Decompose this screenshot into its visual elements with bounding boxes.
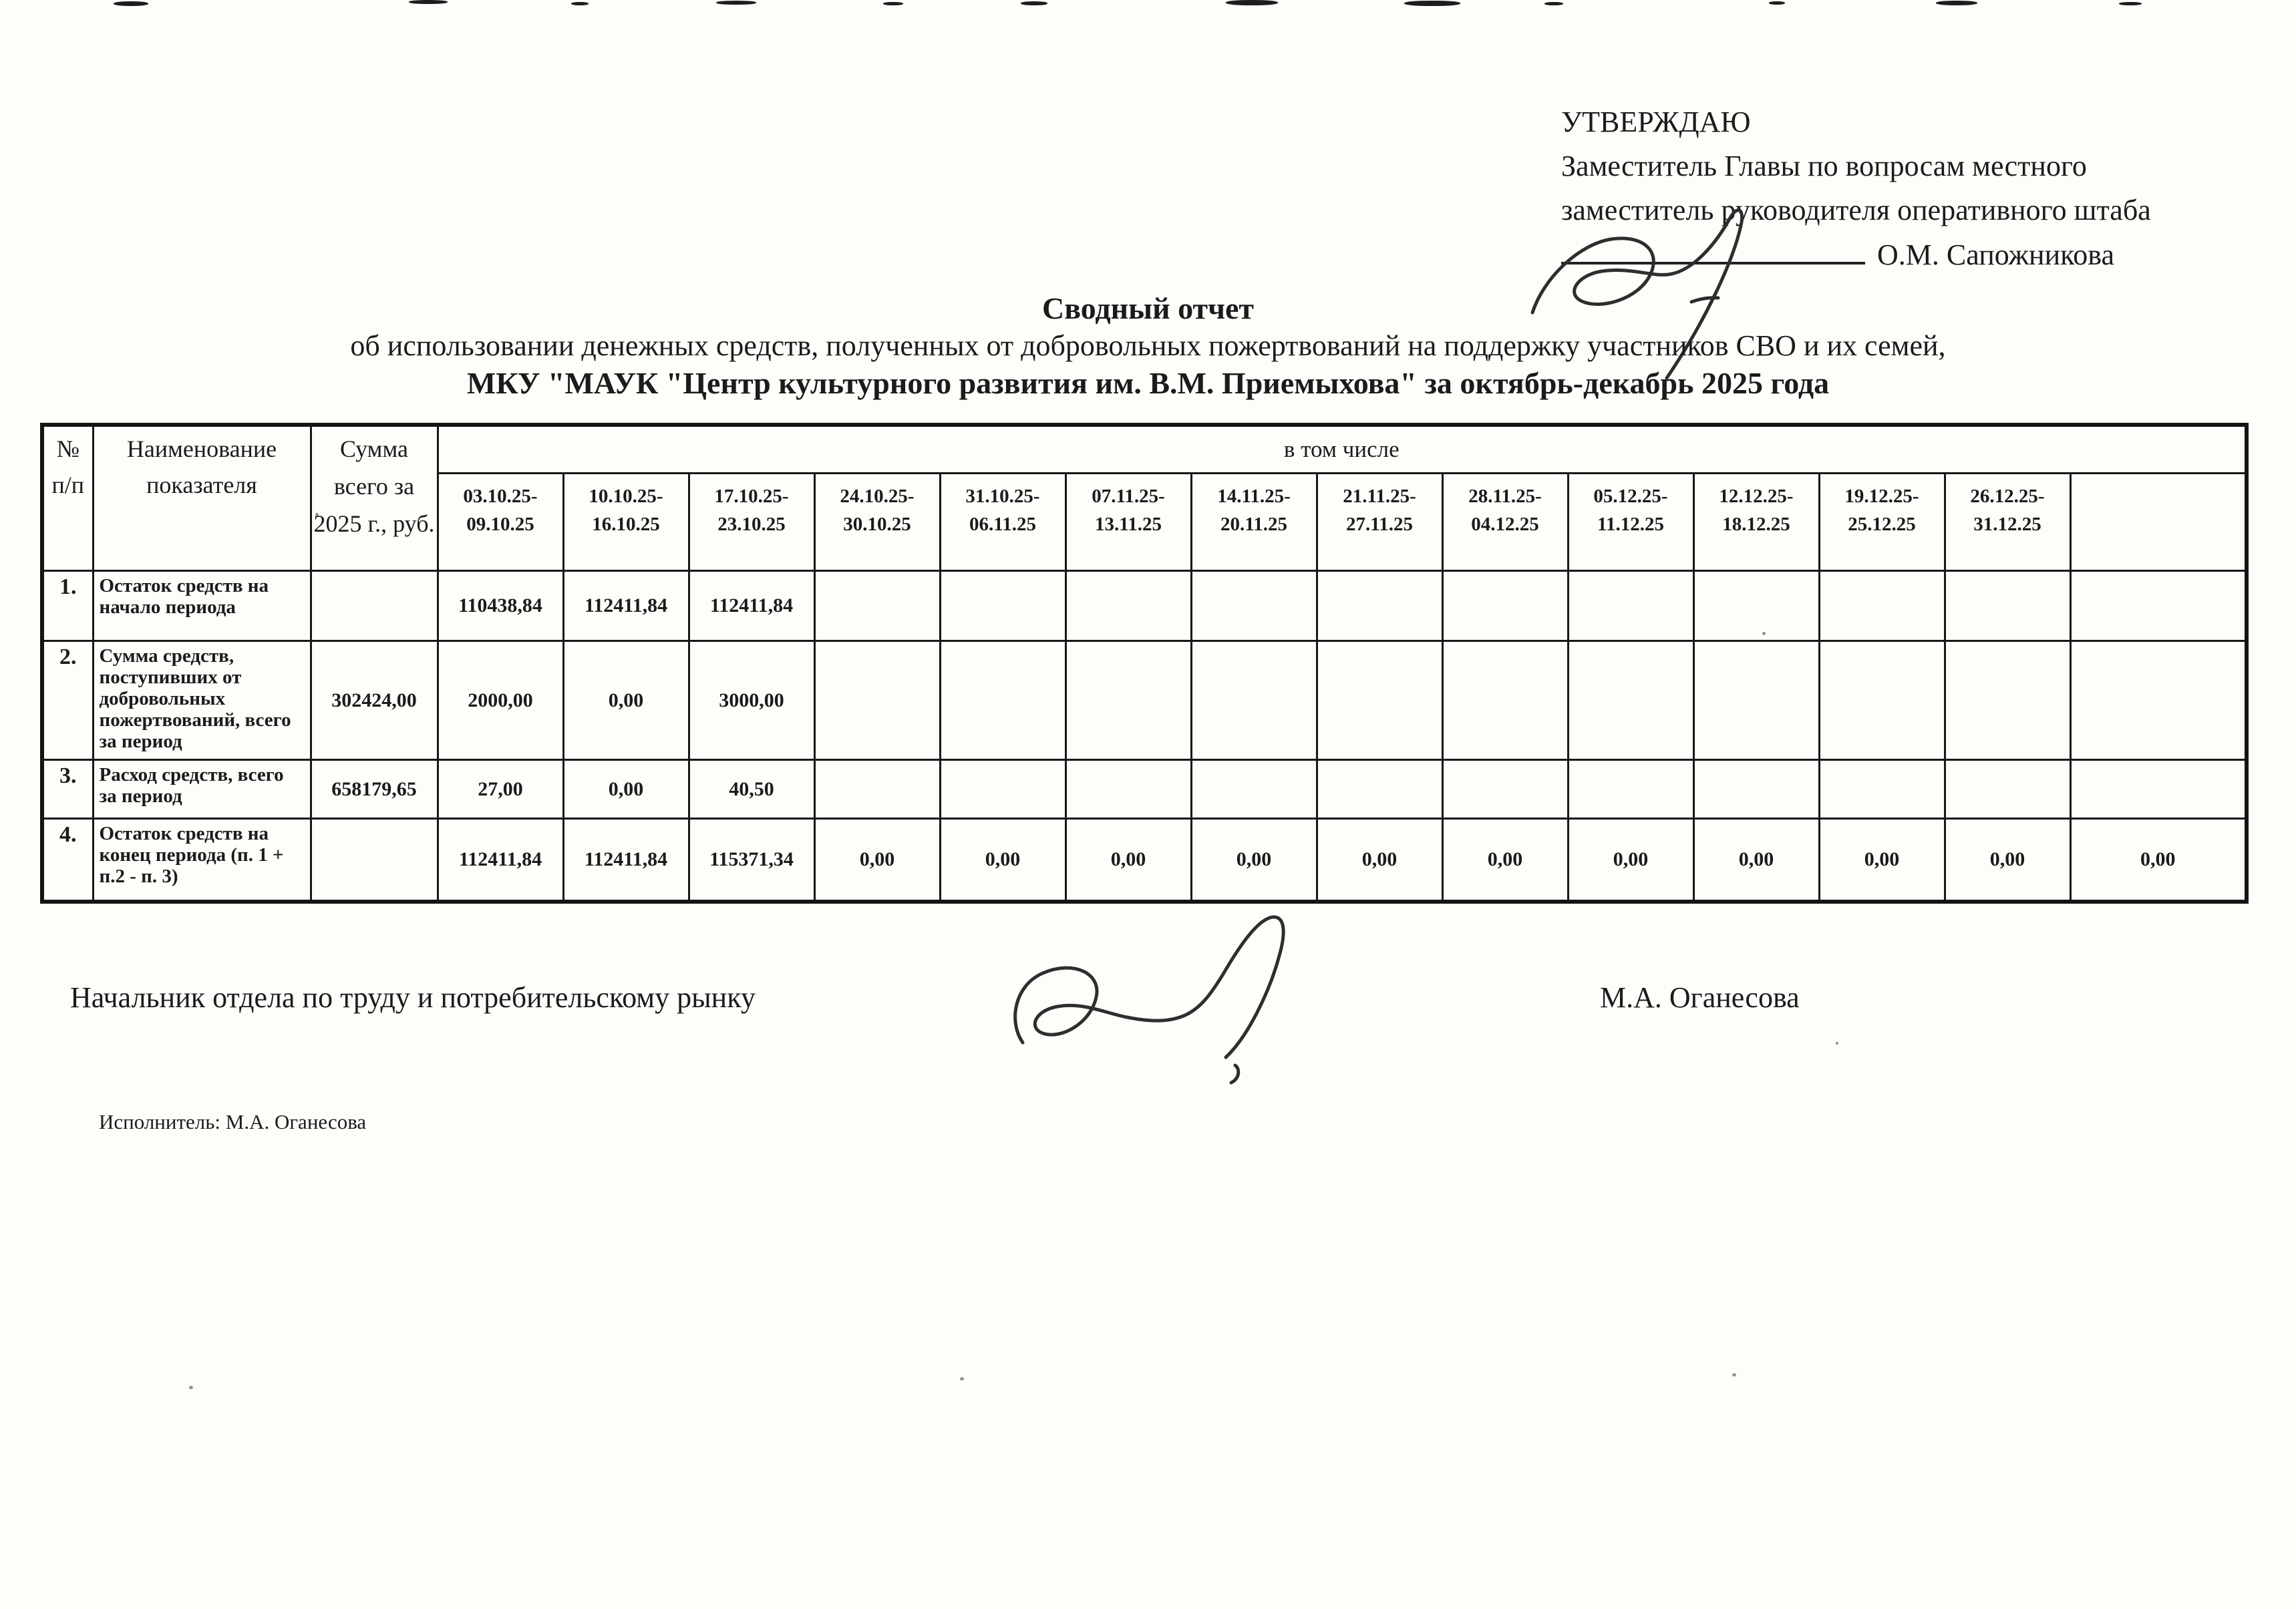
row-total — [311, 571, 438, 641]
cell-value — [1317, 641, 1442, 760]
cell-value: 112411,84 — [689, 571, 814, 641]
cell-value: 0,00 — [563, 760, 689, 819]
cell-value: 3000,00 — [689, 641, 814, 760]
cell-value: 0,00 — [563, 641, 689, 760]
cell-value — [940, 760, 1065, 819]
report-organization-period: МКУ "МАУК "Центр культурного развития им. В.М. Приемыхова" за октябрь-декабрь 2025 года — [466, 366, 1830, 400]
period-header: 24.10.25-30.10.25 — [814, 474, 940, 571]
report-subtitle: об использовании денежных средств, полученных от добровольных пожертвований на поддержку участников СВО и их семей, — [350, 329, 1946, 362]
period-header: 10.10.25-16.10.25 — [563, 474, 689, 571]
cell-value: 0,00 — [1693, 819, 1819, 902]
cell-value — [1693, 641, 1819, 760]
cell-value: 0,00 — [1065, 819, 1191, 902]
cell-value: 0,00 — [940, 819, 1065, 902]
cell-value — [1191, 571, 1317, 641]
approval-signature-row — [1561, 232, 2283, 277]
signature-line — [1561, 232, 1865, 264]
report-title-block — [0, 290, 2296, 402]
period-header: 28.11.25-04.12.25 — [1442, 474, 1568, 571]
executor-line: Исполнитель: М.А. Оганесова — [99, 1110, 367, 1133]
cell-value: 27,00 — [438, 760, 563, 819]
cell-value — [1693, 760, 1819, 819]
cell-value — [1693, 571, 1819, 641]
cell-value — [1568, 641, 1693, 760]
period-header: 05.12.25-11.12.25 — [1568, 474, 1693, 571]
cell-value — [940, 641, 1065, 760]
cell-value — [940, 571, 1065, 641]
cell-value — [1945, 641, 2070, 760]
cell-value: 0,00 — [2070, 819, 2247, 902]
cell-value: 2000,00 — [438, 641, 563, 760]
cell-value — [1819, 641, 1945, 760]
cell-value: 0,00 — [1191, 819, 1317, 902]
cell-value — [1065, 571, 1191, 641]
period-header: 26.12.25-31.12.25 — [1945, 474, 2070, 571]
approval-position-line-1: Заместитель Главы по вопросам местного — [1561, 150, 2087, 182]
period-header: 19.12.25-25.12.25 — [1819, 474, 1945, 571]
period-header-empty — [2070, 474, 2247, 571]
cell-value — [814, 760, 940, 819]
approval-block — [1561, 100, 2283, 277]
cell-value — [1819, 760, 1945, 819]
cell-value: 115371,34 — [689, 819, 814, 902]
row-total: 658179,65 — [311, 760, 438, 819]
table-row — [42, 571, 2247, 641]
col-header-indicator: Наименование показателя — [93, 425, 311, 571]
approver-name: О.М. Сапожникова — [1877, 238, 2115, 271]
cell-value: 0,00 — [1945, 819, 2070, 902]
officer-signature — [999, 908, 1373, 1089]
cell-value — [1442, 571, 1568, 641]
row-total — [311, 819, 438, 902]
signer-position: Начальник отдела по труду и потребительскому рынку — [70, 981, 756, 1014]
cell-value — [1191, 760, 1317, 819]
row-label: Остаток средств на начало периода — [93, 571, 311, 641]
period-header: 03.10.25-09.10.25 — [438, 474, 563, 571]
row-number: 1. — [42, 571, 93, 641]
cell-value — [1317, 571, 1442, 641]
table-row — [42, 641, 2247, 760]
period-header: 31.10.25-06.11.25 — [940, 474, 1065, 571]
approval-stamp-word: УТВЕРЖДАЮ — [1561, 106, 1751, 138]
cell-value: 0,00 — [1819, 819, 1945, 902]
table-row — [42, 760, 2247, 819]
cell-value — [814, 571, 940, 641]
cell-value — [1568, 760, 1693, 819]
cell-value: 112411,84 — [438, 819, 563, 902]
cell-value — [1945, 571, 2070, 641]
report-title: Сводный отчет — [1041, 291, 1255, 325]
cell-value: 112411,84 — [563, 819, 689, 902]
cell-value: 112411,84 — [563, 571, 689, 641]
cell-value — [1819, 571, 1945, 641]
cell-value — [1065, 641, 1191, 760]
cell-value — [1317, 760, 1442, 819]
cell-value — [1065, 760, 1191, 819]
signer-name: М.А. Оганесова — [1600, 981, 1800, 1014]
cell-value: 0,00 — [814, 819, 940, 902]
cell-value — [2070, 760, 2247, 819]
period-header: 17.10.25-23.10.25 — [689, 474, 814, 571]
cell-value — [1442, 641, 1568, 760]
row-number: 3. — [42, 760, 93, 819]
col-header-total-sum: Сумма всего за 2025 г., руб. — [311, 425, 438, 571]
row-label: Расход средств, всего за период — [93, 760, 311, 819]
cell-value — [2070, 641, 2247, 760]
row-label: Остаток средств на конец периода (п. 1 + п.2 - п. 3) — [93, 819, 311, 902]
cell-value — [814, 641, 940, 760]
cell-value: 110438,84 — [438, 571, 563, 641]
cell-value — [2070, 571, 2247, 641]
cell-value — [1568, 571, 1693, 641]
period-header: 21.11.25-27.11.25 — [1317, 474, 1442, 571]
cell-value — [1442, 760, 1568, 819]
period-header: 12.12.25-18.12.25 — [1693, 474, 1819, 571]
table-row — [42, 819, 2247, 902]
funds-report-table — [40, 423, 2249, 904]
cell-value: 0,00 — [1568, 819, 1693, 902]
approval-position-line-2: заместитель руководителя оперативного штаба — [1561, 194, 2151, 226]
row-total: 302424,00 — [311, 641, 438, 760]
row-number: 2. — [42, 641, 93, 760]
col-header-including: в том числе — [438, 425, 2247, 474]
col-header-number: № п/п — [42, 425, 93, 571]
period-header: 07.11.25-13.11.25 — [1065, 474, 1191, 571]
period-header: 14.11.25-20.11.25 — [1191, 474, 1317, 571]
row-number: 4. — [42, 819, 93, 902]
cell-value — [1191, 641, 1317, 760]
row-label: Сумма средств, поступивших от добровольных пожертвований, всего за период — [93, 641, 311, 760]
cell-value: 0,00 — [1442, 819, 1568, 902]
cell-value — [1945, 760, 2070, 819]
cell-value: 40,50 — [689, 760, 814, 819]
cell-value: 0,00 — [1317, 819, 1442, 902]
